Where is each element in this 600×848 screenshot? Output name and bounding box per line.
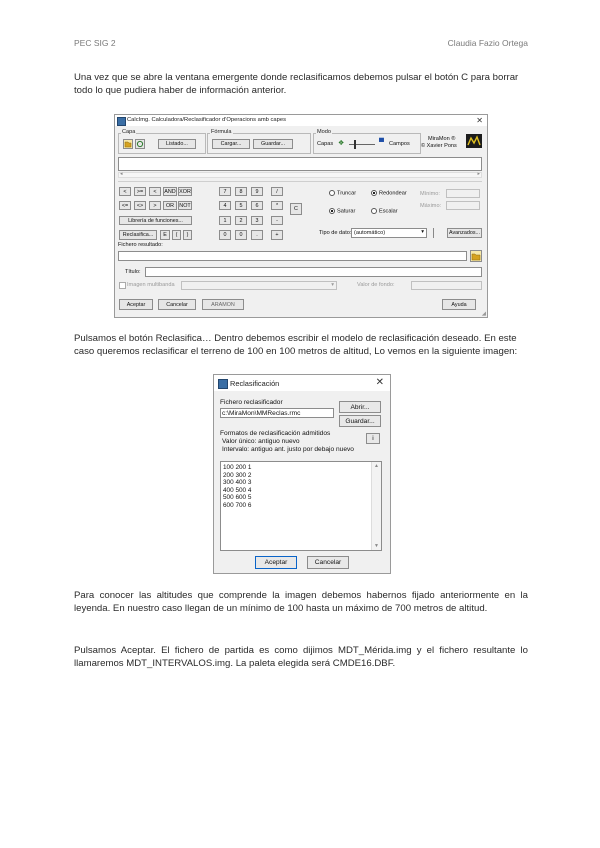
separator [118,181,482,182]
minimo-label: Mínimo: [420,191,440,197]
rule-line: 300 400 3 [223,479,252,487]
fichero-reclasificador-input[interactable]: c:\MiraMon\MMReclas.rmc [220,408,334,418]
close-icon[interactable]: ✕ [375,377,384,388]
minimo-input[interactable] [446,189,480,198]
titulo-label: Título: [125,269,141,275]
paragraph-1: Una vez que se abre la ventana emergente donde reclasificamos debemos pulsar el botón C para borrar todo lo que pudiera haber de información anterior. [74,72,519,96]
aceptar-button[interactable]: Aceptar [119,299,153,310]
formula-label: Fórmula [211,129,232,135]
key-9-button[interactable]: 9 [251,187,263,196]
key-6-button[interactable]: 6 [251,201,263,210]
imagen-multibanda-label: Imagen multibanda [127,282,175,288]
reclass-rules-textarea[interactable] [220,461,382,551]
rule-line: 100 200 1 [223,464,252,471]
resize-grip-icon[interactable]: ◢ [481,311,486,317]
key-0-button[interactable]: 0 [219,230,231,240]
intervalo-label: Intervalo: antiguo ant. justo por debajo nuevo [222,446,354,453]
app-icon [117,117,126,126]
key-divide-button[interactable]: / [271,187,283,196]
close-paren-button[interactable]: ) [183,230,192,240]
titulo-input[interactable] [145,267,482,277]
paragraph-3: Para conocer las altitudes que comprende la imagen debemos habernos fijado anteriormente en la leyenda. En nuestro caso llegan de un mínimo de 100 hasta un máximo de 700 metros de altitud. [74,590,528,614]
tipo-dato-label: Tipo de dato: [319,230,352,236]
paragraph-4: Pulsamos Aceptar. El fichero de partida es como dijimos MDT_Mérida.img y el fichero resultante lo llamaremos MDT_INTERVALOS.img. La paleta elegida será CMDE16.DBF. [74,645,528,669]
logo-text-1: MiraMon ® [428,136,456,142]
refresh-layer-icon[interactable] [135,139,145,149]
listado-button[interactable]: Listado... [158,139,196,149]
key-4-button[interactable]: 4 [219,201,231,210]
cancelar-button[interactable]: Cancelar [158,299,196,310]
op-or-button[interactable]: OR [163,201,177,210]
op-not-button[interactable]: NOT [179,203,191,209]
maximo-label: Máximo: [420,203,442,209]
rule-line: 200 300 2 [223,471,252,479]
key-minus-button[interactable]: - [271,216,283,225]
escalar-radio[interactable]: Escalar [371,208,398,214]
saturar-radio[interactable]: Saturar [329,208,355,214]
rule-line: 600 700 6 [223,501,252,509]
op-le-button[interactable]: <= [119,201,131,210]
redondear-radio[interactable]: Redondear [371,190,407,196]
mode-slider-thumb[interactable] [354,140,356,149]
info-button[interactable]: i [366,433,380,444]
key-0b-button[interactable]: 0 [235,230,247,240]
ayuda-button[interactable]: Ayuda [442,299,476,310]
logo-text-2: © Xavier Pons [421,143,457,149]
key-2-button[interactable]: 2 [235,216,247,225]
op-lt2-button[interactable]: < [149,187,161,196]
fichero-resultado-input[interactable] [118,251,467,261]
calculator-dialog [114,114,488,318]
key-5-button[interactable]: 5 [235,201,247,210]
page-header-left: PEC SIG 2 [74,38,116,48]
key-8-button[interactable]: 8 [235,187,247,196]
formula-input[interactable] [118,157,482,171]
avanzados-button[interactable]: Avanzados... [448,230,481,236]
key-plus-button[interactable]: + [271,230,283,240]
valor-fondo-label: Valor de fondo: [357,282,395,288]
rule-line: 500 600 5 [223,494,252,502]
aceptar-reclass-button[interactable]: Aceptar [255,556,297,569]
valor-unico-label: Valor único: antiguo nuevo [222,438,300,445]
tipo-dato-select[interactable]: (automático) ▾ [351,228,427,238]
modo-label: Modo [317,129,331,135]
capas-icon: ❖ [338,140,345,147]
rule-line: 400 500 4 [223,486,252,494]
guardar-button[interactable]: Guardar... [253,139,293,149]
truncar-radio[interactable]: Truncar [329,190,356,196]
scroll-down-icon[interactable]: ▼ [374,543,379,549]
open-layer-icon[interactable] [123,139,133,149]
mode-slider-track[interactable] [349,144,375,145]
calculator-title: CalcImg. Calculadora/Reclasificador d'Operacions amb capes [127,117,286,123]
formatos-label: Formatos de reclasificación admitidos [220,430,331,437]
textarea-scrollbar[interactable] [371,462,381,550]
open-paren-button[interactable]: ( [172,230,181,240]
chevron-down-icon: ▾ [421,229,424,235]
op-and-button[interactable]: AND [164,189,176,195]
reclass-title: Reclasificación [230,379,280,388]
capas-label: Capas [317,141,334,147]
c-clear-button[interactable]: C [290,203,302,215]
divider [433,228,434,238]
abrir-button[interactable]: Abrir... [339,401,381,413]
reclass-dialog [213,374,391,574]
imagen-multibanda-checkbox[interactable] [119,282,126,289]
campos-icon: ▀ [379,139,384,146]
miramon-logo-icon [466,134,482,148]
key-7-button[interactable]: 7 [219,187,231,196]
calculator-titlebar [115,115,487,126]
op-gt-button[interactable]: > [149,201,161,210]
op-lt-button[interactable]: < [119,187,131,196]
valor-fondo-input[interactable] [411,281,482,290]
capa-label: Capa [122,129,136,135]
e-button[interactable]: E [160,230,170,240]
conversion-button[interactable]: ARAMON [202,299,244,310]
multibanda-select[interactable] [181,281,337,290]
key-multiply-button[interactable]: * [271,201,283,210]
key-dot-button[interactable]: . [251,230,263,240]
funciones-button[interactable]: Librería de funciones... [119,216,192,225]
fichero-resultado-label: Fichero resultado: [118,242,163,248]
app-icon [218,379,228,389]
formula-scrollbar[interactable]: ◂ ▸ [120,171,480,177]
op-ne-button[interactable]: <> [134,201,146,210]
op-xor-button[interactable]: XOR [179,189,191,195]
reclasifica-button[interactable]: Reclasifica... [119,230,157,240]
key-3-button[interactable]: 3 [251,216,263,225]
cargar-button[interactable]: Cargar... [212,139,250,149]
folder-icon[interactable] [470,250,482,262]
page-header-right: Claudia Fazio Ortega [447,38,528,48]
guardar-reclass-button[interactable]: Guardar... [339,415,381,427]
cancelar-reclass-button[interactable]: Cancelar [307,556,349,569]
close-icon[interactable]: ✕ [476,116,483,125]
key-1-button[interactable]: 1 [219,216,231,225]
scroll-up-icon[interactable]: ▲ [374,463,379,469]
maximo-input[interactable] [446,201,480,210]
campos-label: Campos [389,141,410,147]
chevron-down-icon: ▾ [331,282,334,288]
op-ge-button[interactable]: >= [134,187,146,196]
fichero-reclasificador-label: Fichero reclasificador [220,399,283,406]
paragraph-2: Pulsamos el botón Reclasifica… Dentro debemos escribir el modelo de reclasificación deseado. En este caso queremos reclasificar el terreno de 100 en 100 metros de altitud, Lo vemos en la siguiente imagen: [74,333,518,357]
reclass-titlebar [214,375,390,391]
